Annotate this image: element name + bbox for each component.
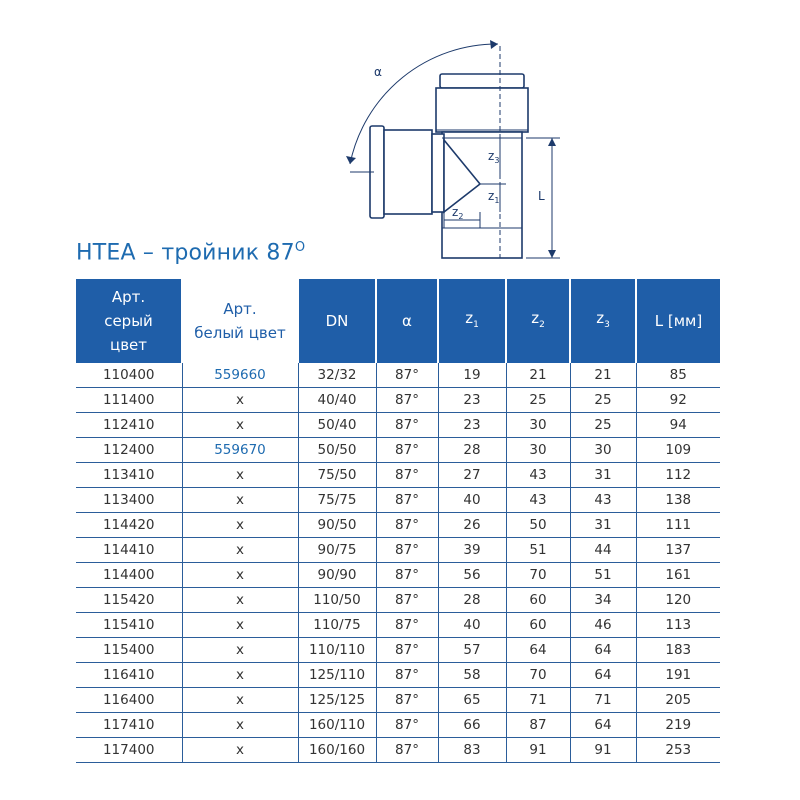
cell-alpha: 87° bbox=[376, 488, 438, 513]
table-row bbox=[76, 463, 720, 488]
cell-length: 137 bbox=[636, 538, 720, 563]
table-row bbox=[76, 588, 720, 613]
cell-length: 253 bbox=[636, 738, 720, 763]
cell-z1: 66 bbox=[438, 713, 506, 738]
cell-dn: 90/50 bbox=[298, 513, 376, 538]
cell-z2: 70 bbox=[506, 563, 570, 588]
cell-art-white: x bbox=[182, 638, 298, 663]
cell-z3: 44 bbox=[570, 538, 636, 563]
cell-art-white: x bbox=[182, 713, 298, 738]
cell-z2: 51 bbox=[506, 538, 570, 563]
cell-alpha: 87° bbox=[376, 613, 438, 638]
cell-dn: 90/90 bbox=[298, 563, 376, 588]
cell-length: 94 bbox=[636, 413, 720, 438]
cell-dn: 75/75 bbox=[298, 488, 376, 513]
cell-z1: 65 bbox=[438, 688, 506, 713]
table-row bbox=[76, 438, 720, 463]
cell-z3: 91 bbox=[570, 738, 636, 763]
cell-length: 113 bbox=[636, 613, 720, 638]
cell-art-grey: 111400 bbox=[76, 388, 182, 413]
cell-z2: 50 bbox=[506, 513, 570, 538]
cell-length: 85 bbox=[636, 363, 720, 388]
cell-z3: 31 bbox=[570, 513, 636, 538]
cell-alpha: 87° bbox=[376, 638, 438, 663]
cell-z3: 34 bbox=[570, 588, 636, 613]
cell-dn: 75/50 bbox=[298, 463, 376, 488]
cell-dn: 125/125 bbox=[298, 688, 376, 713]
z2-label: $z_2$ bbox=[452, 205, 464, 221]
cell-z2: 60 bbox=[506, 613, 570, 638]
table-row bbox=[76, 638, 720, 663]
cell-alpha: 87° bbox=[376, 563, 438, 588]
cell-dn: 110/75 bbox=[298, 613, 376, 638]
header-dn: DN bbox=[298, 279, 376, 363]
cell-length: 109 bbox=[636, 438, 720, 463]
cell-length: 205 bbox=[636, 688, 720, 713]
z3-label: $z_3$ bbox=[488, 149, 500, 165]
branch-body bbox=[432, 134, 444, 212]
cell-art-grey: 113410 bbox=[76, 463, 182, 488]
cell-alpha: 87° bbox=[376, 438, 438, 463]
cell-z3: 21 bbox=[570, 363, 636, 388]
cell-art-white: x bbox=[182, 738, 298, 763]
table-row bbox=[76, 713, 720, 738]
cell-alpha: 87° bbox=[376, 538, 438, 563]
cell-art-white: x bbox=[182, 463, 298, 488]
cell-z2: 43 bbox=[506, 488, 570, 513]
table-row bbox=[76, 488, 720, 513]
cell-z3: 71 bbox=[570, 688, 636, 713]
cell-z1: 40 bbox=[438, 488, 506, 513]
cell-z3: 64 bbox=[570, 713, 636, 738]
cell-length: 138 bbox=[636, 488, 720, 513]
cell-alpha: 87° bbox=[376, 738, 438, 763]
cell-art-grey: 114420 bbox=[76, 513, 182, 538]
cell-z3: 64 bbox=[570, 638, 636, 663]
cell-z3: 43 bbox=[570, 488, 636, 513]
cell-z2: 25 bbox=[506, 388, 570, 413]
table-body bbox=[76, 363, 720, 763]
table-row bbox=[76, 663, 720, 688]
cell-art-white: x bbox=[182, 688, 298, 713]
cell-z1: 56 bbox=[438, 563, 506, 588]
table-row bbox=[76, 613, 720, 638]
cell-art-grey: 116410 bbox=[76, 663, 182, 688]
cell-length: 120 bbox=[636, 588, 720, 613]
cell-dn: 90/75 bbox=[298, 538, 376, 563]
cell-dn: 110/110 bbox=[298, 638, 376, 663]
table-row bbox=[76, 413, 720, 438]
cell-art-grey: 115400 bbox=[76, 638, 182, 663]
left-socket-body bbox=[384, 130, 432, 214]
header-art-grey: Арт. серый цвет bbox=[76, 279, 182, 363]
cell-z1: 83 bbox=[438, 738, 506, 763]
top-socket bbox=[440, 74, 524, 88]
cell-z2: 87 bbox=[506, 713, 570, 738]
cell-dn: 160/160 bbox=[298, 738, 376, 763]
table-row bbox=[76, 688, 720, 713]
table-header-row bbox=[76, 279, 720, 363]
cell-length: 219 bbox=[636, 713, 720, 738]
cell-art-grey: 113400 bbox=[76, 488, 182, 513]
cell-dn: 32/32 bbox=[298, 363, 376, 388]
cell-z2: 70 bbox=[506, 663, 570, 688]
cell-length: 111 bbox=[636, 513, 720, 538]
cell-length: 183 bbox=[636, 638, 720, 663]
cell-alpha: 87° bbox=[376, 513, 438, 538]
cell-alpha: 87° bbox=[376, 588, 438, 613]
cell-art-grey: 117410 bbox=[76, 713, 182, 738]
cell-dn: 50/40 bbox=[298, 413, 376, 438]
cell-art-grey: 115420 bbox=[76, 588, 182, 613]
cell-alpha: 87° bbox=[376, 663, 438, 688]
cell-art-white: 559660 bbox=[182, 363, 298, 388]
cell-z1: 58 bbox=[438, 663, 506, 688]
table-row bbox=[76, 513, 720, 538]
top-socket-body bbox=[436, 88, 528, 132]
cell-alpha: 87° bbox=[376, 413, 438, 438]
cell-z2: 64 bbox=[506, 638, 570, 663]
header-z1: $z_1$ bbox=[438, 279, 506, 363]
table-row bbox=[76, 363, 720, 388]
cell-art-white: x bbox=[182, 538, 298, 563]
cell-dn: 50/50 bbox=[298, 438, 376, 463]
cell-art-white: x bbox=[182, 413, 298, 438]
alpha-label: α bbox=[374, 65, 382, 79]
page-title: HTEA – тройник $87^O$ bbox=[76, 240, 306, 266]
cell-z2: 43 bbox=[506, 463, 570, 488]
cell-alpha: 87° bbox=[376, 713, 438, 738]
cell-z3: 31 bbox=[570, 463, 636, 488]
header-length: L [мм] bbox=[636, 279, 720, 363]
cell-dn: 160/110 bbox=[298, 713, 376, 738]
cell-z2: 91 bbox=[506, 738, 570, 763]
cell-z1: 26 bbox=[438, 513, 506, 538]
cell-z2: 21 bbox=[506, 363, 570, 388]
cell-art-white: x bbox=[182, 613, 298, 638]
cell-art-white: x bbox=[182, 588, 298, 613]
cell-z1: 28 bbox=[438, 438, 506, 463]
cell-art-grey: 112400 bbox=[76, 438, 182, 463]
cell-z1: 23 bbox=[438, 413, 506, 438]
cell-alpha: 87° bbox=[376, 688, 438, 713]
cell-z2: 71 bbox=[506, 688, 570, 713]
cell-length: 161 bbox=[636, 563, 720, 588]
cell-z3: 46 bbox=[570, 613, 636, 638]
cell-dn: 110/50 bbox=[298, 588, 376, 613]
table-row bbox=[76, 738, 720, 763]
cell-art-white: x bbox=[182, 563, 298, 588]
z1-label: $z_1$ bbox=[488, 189, 500, 205]
cell-art-grey: 114410 bbox=[76, 538, 182, 563]
cell-z1: 39 bbox=[438, 538, 506, 563]
cell-art-grey: 110400 bbox=[76, 363, 182, 388]
cell-art-white: 559670 bbox=[182, 438, 298, 463]
cell-art-grey: 116400 bbox=[76, 688, 182, 713]
cell-z1: 28 bbox=[438, 588, 506, 613]
cell-z3: 64 bbox=[570, 663, 636, 688]
cell-art-white: x bbox=[182, 488, 298, 513]
cell-z3: 25 bbox=[570, 388, 636, 413]
cell-art-white: x bbox=[182, 663, 298, 688]
header-z3: $z_3$ bbox=[570, 279, 636, 363]
cell-z2: 60 bbox=[506, 588, 570, 613]
cell-dn: 40/40 bbox=[298, 388, 376, 413]
header-art-white: Арт. белый цвет bbox=[182, 279, 298, 363]
cell-z1: 40 bbox=[438, 613, 506, 638]
cell-art-white: x bbox=[182, 513, 298, 538]
cell-z1: 27 bbox=[438, 463, 506, 488]
cell-length: 92 bbox=[636, 388, 720, 413]
header-alpha: α bbox=[376, 279, 438, 363]
cell-alpha: 87° bbox=[376, 388, 438, 413]
table-row bbox=[76, 388, 720, 413]
cell-z2: 30 bbox=[506, 438, 570, 463]
spec-table bbox=[76, 279, 720, 763]
cell-alpha: 87° bbox=[376, 463, 438, 488]
L-label: L bbox=[538, 189, 545, 203]
cell-z1: 19 bbox=[438, 363, 506, 388]
cell-z3: 25 bbox=[570, 413, 636, 438]
table-row bbox=[76, 538, 720, 563]
cell-z1: 23 bbox=[438, 388, 506, 413]
cell-art-grey: 117400 bbox=[76, 738, 182, 763]
cell-z3: 51 bbox=[570, 563, 636, 588]
cell-alpha: 87° bbox=[376, 363, 438, 388]
cell-z3: 30 bbox=[570, 438, 636, 463]
tee-fitting-diagram bbox=[330, 30, 580, 270]
cell-art-grey: 114400 bbox=[76, 563, 182, 588]
cell-z2: 30 bbox=[506, 413, 570, 438]
cell-z1: 57 bbox=[438, 638, 506, 663]
header-z2: $z_2$ bbox=[506, 279, 570, 363]
cell-art-grey: 115410 bbox=[76, 613, 182, 638]
cell-dn: 125/110 bbox=[298, 663, 376, 688]
cell-length: 191 bbox=[636, 663, 720, 688]
cell-art-grey: 112410 bbox=[76, 413, 182, 438]
cell-length: 112 bbox=[636, 463, 720, 488]
cell-art-white: x bbox=[182, 388, 298, 413]
table-row bbox=[76, 563, 720, 588]
